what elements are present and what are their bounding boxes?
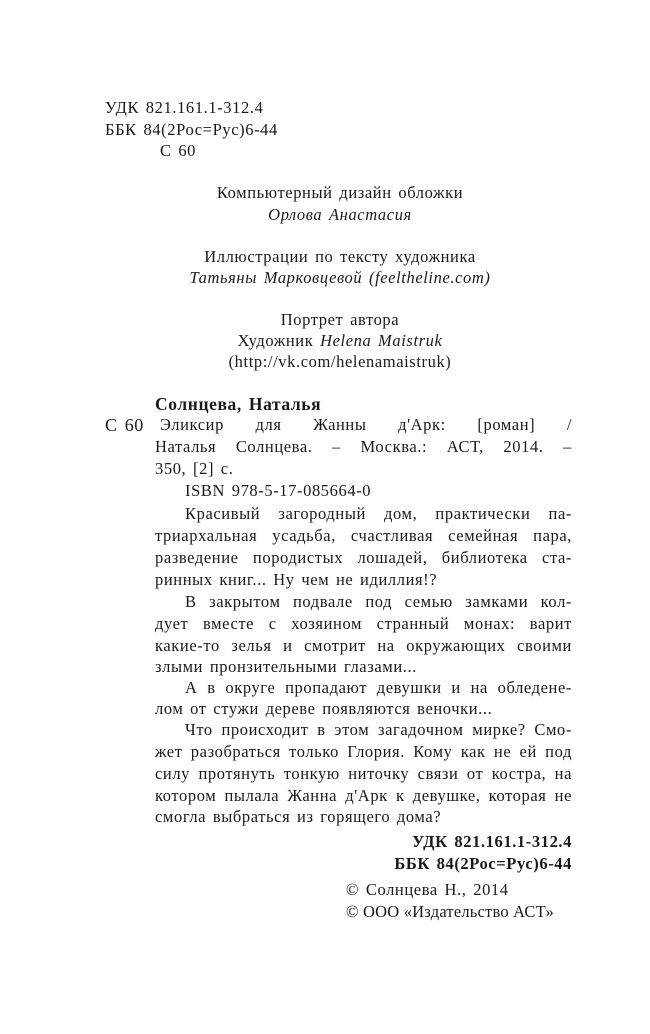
isbn: ISBN 978-5-17-085664-0: [185, 481, 372, 500]
portrait-artist: [140, 330, 540, 352]
footer-bbk: ББК 84(2Рос=Рус)6-44: [394, 854, 572, 873]
annotation-line: Красивый загородный дом, практически па-: [185, 504, 572, 523]
biblio-line: Эликсир для Жанны д'Арк: [роман] /: [160, 415, 572, 434]
artist-name: Helena Maistruk: [320, 331, 443, 350]
cover-design-label: Компьютерный дизайн обложки: [216, 183, 464, 202]
portrait-label: Портрет автора: [280, 310, 400, 329]
copyright-author: © Солнцева Н., 2014: [346, 880, 509, 899]
author-sign: С 60: [160, 141, 197, 160]
copyright-publisher: © ООО «Издательство АСТ»: [346, 902, 554, 921]
biblio-line: Наталья Солнцева. – Москва.: АСТ, 2014. –: [155, 437, 572, 456]
annotation-line: котором пылала Жанна д'Арк к девушке, которая не: [155, 786, 572, 805]
annotation-line: В закрытом подвале под семью замками кол-: [185, 592, 572, 611]
annotation-line: лом от стужи дереве появляются веночки...: [155, 699, 493, 718]
annotation-line: Что происходит в этом загадочном мирке? Смо-: [185, 720, 572, 739]
annotation-line: злыми пронзительными глазами...: [155, 657, 417, 676]
illustrator-name: Татьяны Марковцевой (feeltheline.com): [189, 268, 491, 287]
illustrations-label: Иллюстрации по тексту художника: [204, 247, 476, 266]
author-heading: Солнцева, Наталья: [155, 394, 322, 414]
entry-code: С 60: [105, 415, 144, 435]
annotation-line: жет разобраться только Глория. Кому как не ей под: [155, 742, 572, 761]
udk-code: УДК 821.161.1-312.4: [105, 98, 264, 117]
bbk-code: ББК 84(2Рос=Рус)6-44: [105, 120, 278, 139]
annotation-line: ринных книг... Ну чем не идиллия!?: [155, 570, 438, 589]
annotation-line: силу протянуть тонкую ниточку связи от костра, на: [155, 764, 572, 783]
annotation-line: А в округе пропадают девушки и на обледене-: [185, 678, 572, 697]
annotation-line: дует вместе с хозяином странный монах: варит: [155, 614, 572, 633]
portrait-link: (http://vk.com/helenamaistruk): [228, 352, 452, 371]
annotation-line: какие-то зелья и смотрит на окружающих своими: [155, 636, 572, 655]
annotation-line: разведение породистых лошадей, библиотека ста-: [155, 548, 572, 567]
footer-udk: УДК 821.161.1-312.4: [412, 832, 572, 851]
annotation-line: триархальная усадьба, счастливая семейная пара,: [155, 526, 572, 545]
biblio-line: 350, [2] с.: [155, 459, 234, 478]
artist-prefix: Художник: [237, 331, 314, 350]
annotation-line: смогла выбраться из горящего дома?: [155, 807, 442, 826]
cover-designer-name: Орлова Анастасия: [268, 205, 412, 224]
